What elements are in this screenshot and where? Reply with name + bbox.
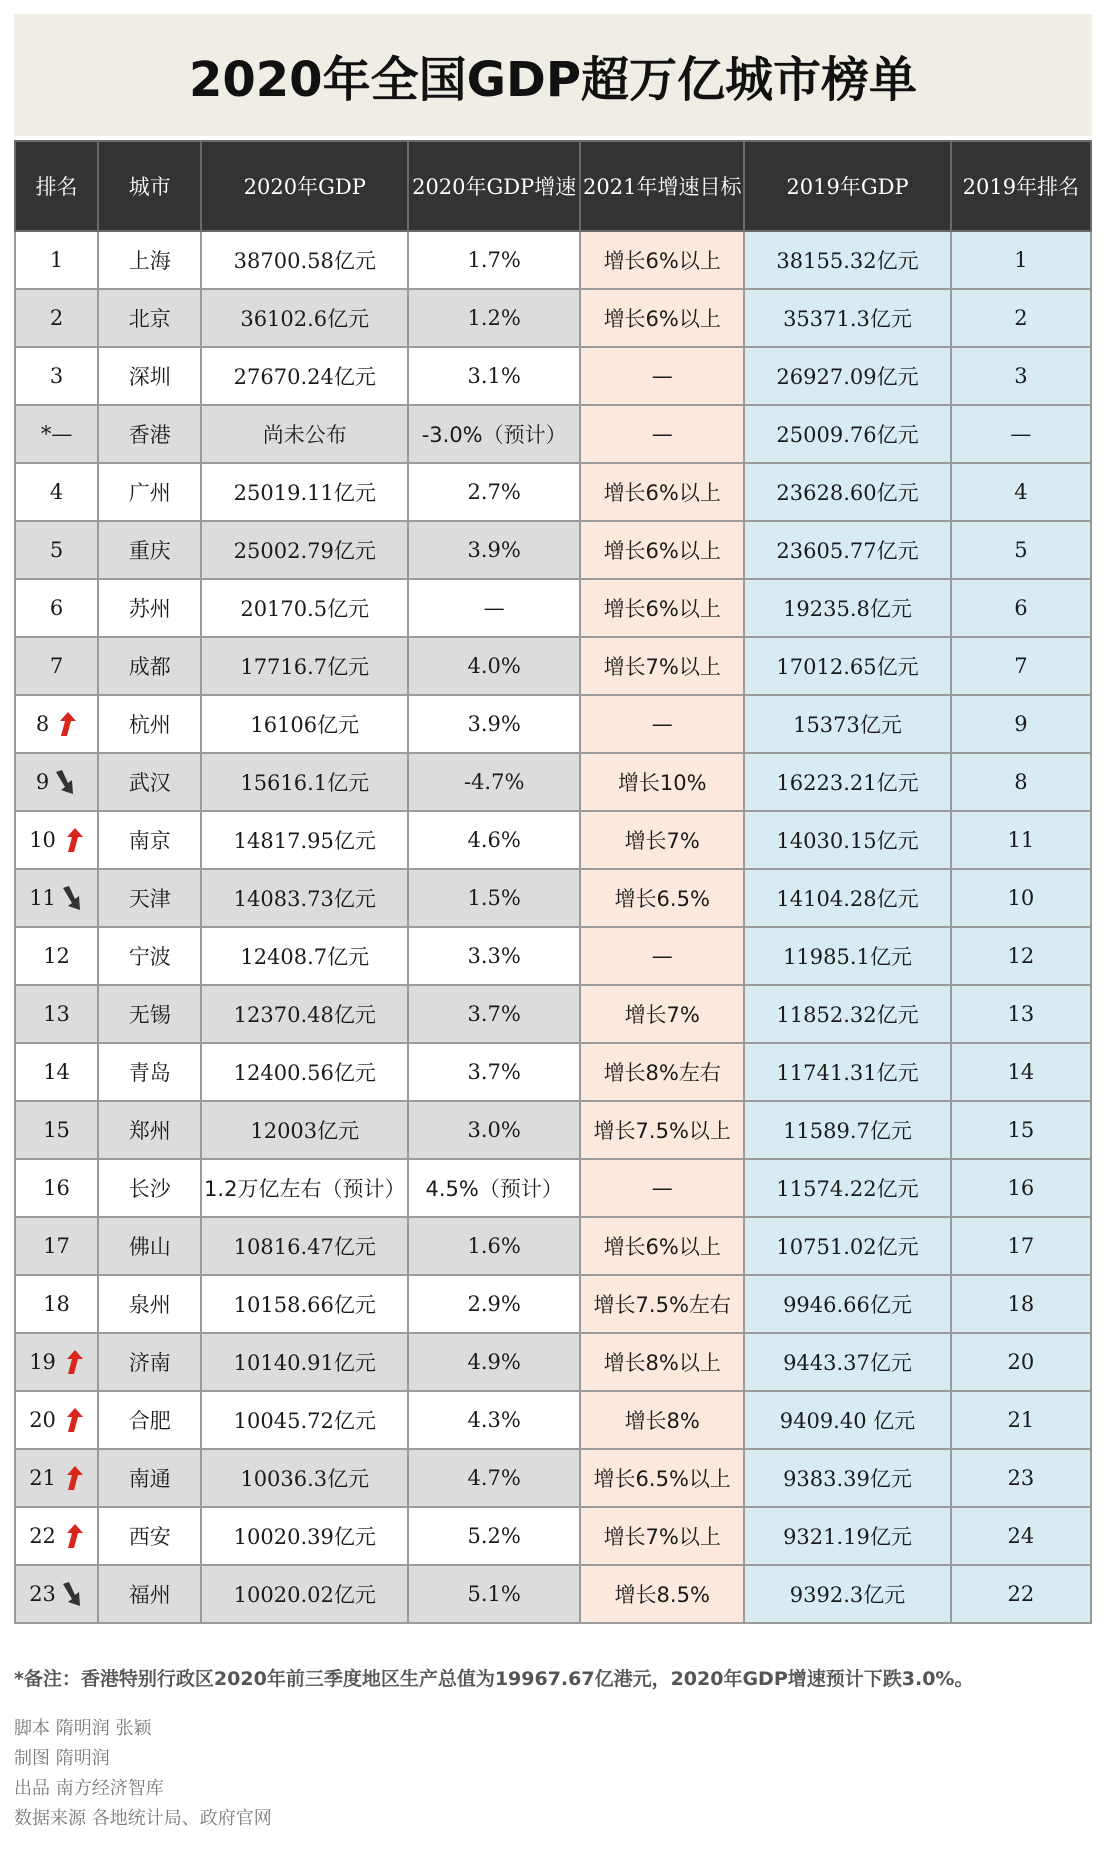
gdp-2019-cell: 17012.65亿元 xyxy=(744,637,951,695)
credit-line: 数据来源 各地统计局、政府官网 xyxy=(14,1808,272,1829)
table-row xyxy=(15,811,1091,869)
gdp-2019-cell: 9383.39亿元 xyxy=(744,1449,951,1507)
gdp-2019-cell: 25009.76亿元 xyxy=(744,405,951,463)
target-2021-cell: 增长10% xyxy=(580,753,744,811)
gdp-2020-cell: 20170.5亿元 xyxy=(201,579,408,637)
gdp-2019-cell: 9392.3亿元 xyxy=(744,1565,951,1623)
city-cell: 福州 xyxy=(98,1565,201,1623)
target-2021-cell: 增长7.5%左右 xyxy=(580,1275,744,1333)
city-cell: 上海 xyxy=(98,231,201,289)
target-2021-cell: — xyxy=(580,347,744,405)
target-2021-cell: 增长6.5% xyxy=(580,869,744,927)
gdp-2020-cell: 10816.47亿元 xyxy=(201,1217,408,1275)
gdp-ranking-table xyxy=(14,140,1092,1624)
table-row xyxy=(15,695,1091,753)
rank-2019-cell: 11 xyxy=(951,811,1091,869)
gdp-2020-cell: 27670.24亿元 xyxy=(201,347,408,405)
rank-2019-cell: 10 xyxy=(951,869,1091,927)
rank-2019-cell: 17 xyxy=(951,1217,1091,1275)
column-header: 2020年GDP xyxy=(201,141,408,231)
rank-2019-cell: 24 xyxy=(951,1507,1091,1565)
gdp-2020-cell: 16106亿元 xyxy=(201,695,408,753)
column-header: 排名 xyxy=(15,141,98,231)
table-row xyxy=(15,231,1091,289)
growth-2020-cell: 5.1% xyxy=(408,1565,580,1623)
rank-number: 19 xyxy=(29,1350,56,1374)
rank-with-trend xyxy=(29,1523,84,1549)
growth-2020-cell: 3.9% xyxy=(408,695,580,753)
city-cell: 无锡 xyxy=(98,985,201,1043)
target-2021-cell: 增长6%以上 xyxy=(580,289,744,347)
credit-line: 制图 隋明润 xyxy=(14,1748,110,1769)
rank-cell xyxy=(15,1507,98,1565)
growth-2020-cell: 3.9% xyxy=(408,521,580,579)
city-cell: 郑州 xyxy=(98,1101,201,1159)
rank-2019-cell: 5 xyxy=(951,521,1091,579)
rank-cell: 4 xyxy=(15,463,98,521)
rank-cell xyxy=(15,1565,98,1623)
growth-2020-cell: 3.1% xyxy=(408,347,580,405)
growth-2020-cell: -4.7% xyxy=(408,753,580,811)
table-row xyxy=(15,579,1091,637)
table-row xyxy=(15,753,1091,811)
credit-line: 出品 南方经济智库 xyxy=(14,1778,164,1799)
target-2021-cell: 增长6.5%以上 xyxy=(580,1449,744,1507)
column-header: 城市 xyxy=(98,141,201,231)
credit-line: 脚本 隋明润 张颖 xyxy=(14,1718,152,1739)
city-cell: 宁波 xyxy=(98,927,201,985)
page-title: 2020年全国GDP超万亿城市榜单 xyxy=(188,51,918,108)
target-2021-cell: 增长6%以上 xyxy=(580,231,744,289)
growth-2020-cell: 4.5%（预计） xyxy=(408,1159,580,1217)
city-cell: 北京 xyxy=(98,289,201,347)
gdp-2019-cell: 14104.28亿元 xyxy=(744,869,951,927)
arrow-down-icon xyxy=(62,885,84,911)
growth-2020-cell: 1.5% xyxy=(408,869,580,927)
gdp-2020-cell: 12408.7亿元 xyxy=(201,927,408,985)
gdp-2019-cell: 38155.32亿元 xyxy=(744,231,951,289)
rank-number: 23 xyxy=(29,1582,56,1606)
gdp-2020-cell: 10020.39亿元 xyxy=(201,1507,408,1565)
growth-2020-cell: 4.9% xyxy=(408,1333,580,1391)
city-cell: 南京 xyxy=(98,811,201,869)
rank-cell: 7 xyxy=(15,637,98,695)
rank-with-trend xyxy=(29,1407,84,1433)
rank-cell: 12 xyxy=(15,927,98,985)
target-2021-cell: 增长7% xyxy=(580,985,744,1043)
arrow-up-icon xyxy=(62,1407,84,1433)
rank-2019-cell: 8 xyxy=(951,753,1091,811)
target-2021-cell: 增长7%以上 xyxy=(580,1507,744,1565)
gdp-2020-cell: 12370.48亿元 xyxy=(201,985,408,1043)
rank-2019-cell: 12 xyxy=(951,927,1091,985)
column-header: 2020年GDP增速 xyxy=(408,141,580,231)
city-cell: 泉州 xyxy=(98,1275,201,1333)
table-row xyxy=(15,869,1091,927)
gdp-2019-cell: 19235.8亿元 xyxy=(744,579,951,637)
target-2021-cell: 增长7%以上 xyxy=(580,637,744,695)
growth-2020-cell: -3.0%（预计） xyxy=(408,405,580,463)
gdp-2020-cell: 17716.7亿元 xyxy=(201,637,408,695)
rank-with-trend xyxy=(36,711,77,737)
arrow-up-icon xyxy=(62,1349,84,1375)
rank-cell xyxy=(15,695,98,753)
rank-2019-cell: 1 xyxy=(951,231,1091,289)
rank-2019-cell: 3 xyxy=(951,347,1091,405)
city-cell: 苏州 xyxy=(98,579,201,637)
rank-with-trend xyxy=(29,1349,84,1375)
gdp-2019-cell: 11574.22亿元 xyxy=(744,1159,951,1217)
rank-2019-cell: 22 xyxy=(951,1565,1091,1623)
gdp-2020-cell: 12400.56亿元 xyxy=(201,1043,408,1101)
rank-cell xyxy=(15,811,98,869)
gdp-2020-cell: 15616.1亿元 xyxy=(201,753,408,811)
growth-2020-cell: 2.9% xyxy=(408,1275,580,1333)
rank-2019-cell: 7 xyxy=(951,637,1091,695)
gdp-2020-cell: 25002.79亿元 xyxy=(201,521,408,579)
table-row xyxy=(15,289,1091,347)
city-cell: 佛山 xyxy=(98,1217,201,1275)
target-2021-cell: 增长8%以上 xyxy=(580,1333,744,1391)
gdp-2020-cell: 38700.58亿元 xyxy=(201,231,408,289)
growth-2020-cell: 4.0% xyxy=(408,637,580,695)
arrow-up-icon xyxy=(62,827,84,853)
table-row xyxy=(15,1101,1091,1159)
table-row xyxy=(15,637,1091,695)
table-row xyxy=(15,347,1091,405)
table-row xyxy=(15,1507,1091,1565)
city-cell: 深圳 xyxy=(98,347,201,405)
title-banner xyxy=(14,14,1092,136)
gdp-2019-cell: 10751.02亿元 xyxy=(744,1217,951,1275)
table-row xyxy=(15,1391,1091,1449)
gdp-2019-cell: 11852.32亿元 xyxy=(744,985,951,1043)
table-row xyxy=(15,521,1091,579)
rank-cell: 14 xyxy=(15,1043,98,1101)
table-row xyxy=(15,985,1091,1043)
rank-cell: *— xyxy=(15,405,98,463)
gdp-2020-cell: 14083.73亿元 xyxy=(201,869,408,927)
gdp-2019-cell: 35371.3亿元 xyxy=(744,289,951,347)
gdp-2020-cell: 1.2万亿左右（预计） xyxy=(201,1159,408,1217)
rank-2019-cell: 23 xyxy=(951,1449,1091,1507)
rank-2019-cell: 4 xyxy=(951,463,1091,521)
gdp-2019-cell: 9321.19亿元 xyxy=(744,1507,951,1565)
table-row xyxy=(15,1275,1091,1333)
table-row xyxy=(15,1043,1091,1101)
city-cell: 武汉 xyxy=(98,753,201,811)
table-row xyxy=(15,1333,1091,1391)
gdp-2020-cell: 10036.3亿元 xyxy=(201,1449,408,1507)
gdp-2020-cell: 10158.66亿元 xyxy=(201,1275,408,1333)
rank-cell: 6 xyxy=(15,579,98,637)
rank-cell: 2 xyxy=(15,289,98,347)
table-header-row xyxy=(15,141,1091,231)
gdp-2020-cell: 36102.6亿元 xyxy=(201,289,408,347)
target-2021-cell: 增长8% xyxy=(580,1391,744,1449)
rank-number: 9 xyxy=(35,770,50,794)
growth-2020-cell: 5.2% xyxy=(408,1507,580,1565)
target-2021-cell: 增长7.5%以上 xyxy=(580,1101,744,1159)
table-body xyxy=(15,231,1091,1623)
gdp-2019-cell: 11985.1亿元 xyxy=(744,927,951,985)
rank-2019-cell: 15 xyxy=(951,1101,1091,1159)
rank-2019-cell: 6 xyxy=(951,579,1091,637)
rank-cell: 13 xyxy=(15,985,98,1043)
growth-2020-cell: 4.7% xyxy=(408,1449,580,1507)
growth-2020-cell: 4.3% xyxy=(408,1391,580,1449)
growth-2020-cell: 3.7% xyxy=(408,985,580,1043)
credits xyxy=(14,1714,272,1834)
rank-number: 11 xyxy=(29,886,56,910)
target-2021-cell: 增长6%以上 xyxy=(580,463,744,521)
city-cell: 长沙 xyxy=(98,1159,201,1217)
rank-cell xyxy=(15,869,98,927)
gdp-2019-cell: 23605.77亿元 xyxy=(744,521,951,579)
city-cell: 重庆 xyxy=(98,521,201,579)
table-row xyxy=(15,1217,1091,1275)
gdp-2019-cell: 16223.21亿元 xyxy=(744,753,951,811)
city-cell: 济南 xyxy=(98,1333,201,1391)
rank-with-trend xyxy=(29,1581,84,1607)
table-row xyxy=(15,1449,1091,1507)
city-cell: 南通 xyxy=(98,1449,201,1507)
rank-2019-cell: 18 xyxy=(951,1275,1091,1333)
rank-2019-cell: 13 xyxy=(951,985,1091,1043)
rank-cell: 17 xyxy=(15,1217,98,1275)
table-row xyxy=(15,1159,1091,1217)
gdp-2020-cell: 10140.91亿元 xyxy=(201,1333,408,1391)
target-2021-cell: 增长6%以上 xyxy=(580,521,744,579)
rank-2019-cell: 16 xyxy=(951,1159,1091,1217)
gdp-2019-cell: 9946.66亿元 xyxy=(744,1275,951,1333)
rank-cell xyxy=(15,1391,98,1449)
gdp-2019-cell: 15373亿元 xyxy=(744,695,951,753)
city-cell: 西安 xyxy=(98,1507,201,1565)
gdp-2019-cell: 11589.7亿元 xyxy=(744,1101,951,1159)
target-2021-cell: — xyxy=(580,695,744,753)
growth-2020-cell: — xyxy=(408,579,580,637)
target-2021-cell: 增长8.5% xyxy=(580,1565,744,1623)
rank-cell xyxy=(15,753,98,811)
gdp-2019-cell: 11741.31亿元 xyxy=(744,1043,951,1101)
target-2021-cell: — xyxy=(580,927,744,985)
gdp-2020-cell: 10020.02亿元 xyxy=(201,1565,408,1623)
rank-cell: 3 xyxy=(15,347,98,405)
target-2021-cell: 增长6%以上 xyxy=(580,1217,744,1275)
growth-2020-cell: 1.2% xyxy=(408,289,580,347)
rank-number: 21 xyxy=(29,1466,56,1490)
arrow-down-icon xyxy=(62,1581,84,1607)
rank-cell: 15 xyxy=(15,1101,98,1159)
gdp-2020-cell: 12003亿元 xyxy=(201,1101,408,1159)
table-row xyxy=(15,405,1091,463)
rank-cell: 16 xyxy=(15,1159,98,1217)
city-cell: 合肥 xyxy=(98,1391,201,1449)
growth-2020-cell: 1.7% xyxy=(408,231,580,289)
column-header: 2021年增速目标 xyxy=(580,141,744,231)
gdp-2020-cell: 25019.11亿元 xyxy=(201,463,408,521)
rank-with-trend xyxy=(29,827,84,853)
rank-2019-cell: — xyxy=(951,405,1091,463)
gdp-2019-cell: 23628.60亿元 xyxy=(744,463,951,521)
gdp-2019-cell: 14030.15亿元 xyxy=(744,811,951,869)
target-2021-cell: 增长8%左右 xyxy=(580,1043,744,1101)
rank-cell: 1 xyxy=(15,231,98,289)
target-2021-cell: — xyxy=(580,1159,744,1217)
gdp-2020-cell: 14817.95亿元 xyxy=(201,811,408,869)
rank-2019-cell: 9 xyxy=(951,695,1091,753)
gdp-2020-cell: 尚未公布 xyxy=(201,405,408,463)
arrow-down-icon xyxy=(55,769,77,795)
city-cell: 杭州 xyxy=(98,695,201,753)
rank-with-trend xyxy=(29,885,84,911)
column-header: 2019年排名 xyxy=(951,141,1091,231)
gdp-2020-cell: 10045.72亿元 xyxy=(201,1391,408,1449)
growth-2020-cell: 3.0% xyxy=(408,1101,580,1159)
city-cell: 青岛 xyxy=(98,1043,201,1101)
rank-2019-cell: 14 xyxy=(951,1043,1091,1101)
rank-number: 10 xyxy=(29,828,56,852)
rank-cell xyxy=(15,1333,98,1391)
city-cell: 成都 xyxy=(98,637,201,695)
footnote: *备注：香港特别行政区2020年前三季度地区生产总值为19967.67亿港元，2020年GDP增速预计下跌3.0%。 xyxy=(14,1668,974,1690)
gdp-2019-cell: 9443.37亿元 xyxy=(744,1333,951,1391)
rank-number: 20 xyxy=(29,1408,56,1432)
growth-2020-cell: 2.7% xyxy=(408,463,580,521)
arrow-up-icon xyxy=(62,1465,84,1491)
target-2021-cell: 增长7% xyxy=(580,811,744,869)
target-2021-cell: 增长6%以上 xyxy=(580,579,744,637)
rank-2019-cell: 2 xyxy=(951,289,1091,347)
rank-2019-cell: 20 xyxy=(951,1333,1091,1391)
column-header: 2019年GDP xyxy=(744,141,951,231)
city-cell: 香港 xyxy=(98,405,201,463)
city-cell: 广州 xyxy=(98,463,201,521)
rank-2019-cell: 21 xyxy=(951,1391,1091,1449)
arrow-up-icon xyxy=(55,711,77,737)
city-cell: 天津 xyxy=(98,869,201,927)
rank-number: 22 xyxy=(29,1524,56,1548)
growth-2020-cell: 3.3% xyxy=(408,927,580,985)
target-2021-cell: — xyxy=(580,405,744,463)
table-row xyxy=(15,1565,1091,1623)
growth-2020-cell: 1.6% xyxy=(408,1217,580,1275)
rank-cell xyxy=(15,1449,98,1507)
rank-cell: 18 xyxy=(15,1275,98,1333)
table-row xyxy=(15,927,1091,985)
growth-2020-cell: 4.6% xyxy=(408,811,580,869)
gdp-2019-cell: 26927.09亿元 xyxy=(744,347,951,405)
gdp-2019-cell: 9409.40 亿元 xyxy=(744,1391,951,1449)
rank-cell: 5 xyxy=(15,521,98,579)
rank-with-trend xyxy=(36,769,77,795)
table-row xyxy=(15,463,1091,521)
arrow-up-icon xyxy=(62,1523,84,1549)
rank-with-trend xyxy=(29,1465,84,1491)
growth-2020-cell: 3.7% xyxy=(408,1043,580,1101)
rank-number: 8 xyxy=(35,712,50,736)
